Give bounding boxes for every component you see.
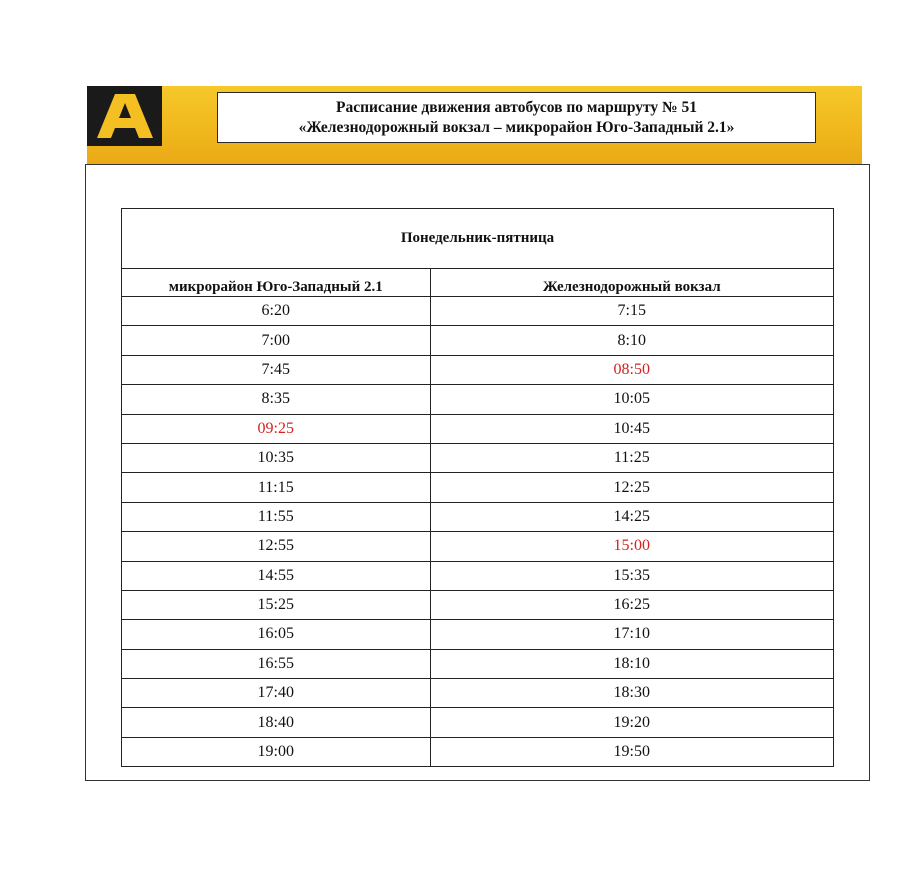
table-row [122, 532, 834, 561]
table-row [122, 443, 834, 472]
departure-time-railway-station: 15:00 [430, 532, 833, 561]
table-row [122, 737, 834, 766]
departure-time-railway-station: 18:30 [430, 679, 833, 708]
departure-time-southwest: 18:40 [122, 708, 431, 737]
schedule-title [217, 92, 816, 143]
departure-time-southwest: 09:25 [122, 414, 431, 443]
departure-time-southwest: 7:45 [122, 355, 431, 384]
departure-time-railway-station: 8:10 [430, 326, 833, 355]
day-type-row [122, 209, 834, 269]
departure-time-southwest: 10:35 [122, 443, 431, 472]
table-row [122, 473, 834, 502]
column-header-southwest: микрорайон Юго-Западный 2.1 [122, 269, 431, 297]
table-row [122, 590, 834, 619]
departure-time-southwest: 16:55 [122, 649, 431, 678]
departure-time-railway-station: 19:20 [430, 708, 833, 737]
timetable [121, 208, 834, 767]
bus-company-logo [87, 86, 162, 146]
departure-time-railway-station: 17:10 [430, 620, 833, 649]
departure-time-southwest: 12:55 [122, 532, 431, 561]
table-row [122, 708, 834, 737]
column-header-row [122, 269, 834, 297]
departure-time-southwest: 8:35 [122, 385, 431, 414]
departure-time-railway-station: 10:05 [430, 385, 833, 414]
departure-time-railway-station: 19:50 [430, 737, 833, 766]
departure-time-southwest: 11:15 [122, 473, 431, 502]
title-line-route: Расписание движения автобусов по маршруту № 51 [335, 98, 697, 116]
timetable-body [122, 297, 834, 767]
departure-time-southwest: 7:00 [122, 326, 431, 355]
departure-time-railway-station: 18:10 [430, 649, 833, 678]
departure-time-railway-station: 16:25 [430, 590, 833, 619]
column-header-railway-station: Железнодорожный вокзал [430, 269, 833, 297]
table-row [122, 297, 834, 326]
departure-time-railway-station: 15:35 [430, 561, 833, 590]
departure-time-southwest: 15:25 [122, 590, 431, 619]
table-row [122, 326, 834, 355]
title-line-stops: «Железнодорожный вокзал – микрорайон Юго-Западный 2.1» [298, 118, 735, 136]
departure-time-railway-station: 7:15 [430, 297, 833, 326]
departure-time-southwest: 17:40 [122, 679, 431, 708]
table-row [122, 385, 834, 414]
table-row [122, 649, 834, 678]
day-type-label: Понедельник-пятница [122, 209, 834, 269]
departure-time-railway-station: 08:50 [430, 355, 833, 384]
departure-time-railway-station: 14:25 [430, 502, 833, 531]
departure-time-southwest: 16:05 [122, 620, 431, 649]
departure-time-railway-station: 11:25 [430, 443, 833, 472]
table-row [122, 561, 834, 590]
table-row [122, 679, 834, 708]
table-row [122, 620, 834, 649]
table-row [122, 355, 834, 384]
table-row [122, 502, 834, 531]
logo-a-glyph [93, 90, 157, 142]
logo-a-icon [87, 86, 162, 146]
table-row [122, 414, 834, 443]
departure-time-southwest: 11:55 [122, 502, 431, 531]
departure-time-southwest: 6:20 [122, 297, 431, 326]
departure-time-southwest: 19:00 [122, 737, 431, 766]
departure-time-railway-station: 12:25 [430, 473, 833, 502]
departure-time-southwest: 14:55 [122, 561, 431, 590]
departure-time-railway-station: 10:45 [430, 414, 833, 443]
